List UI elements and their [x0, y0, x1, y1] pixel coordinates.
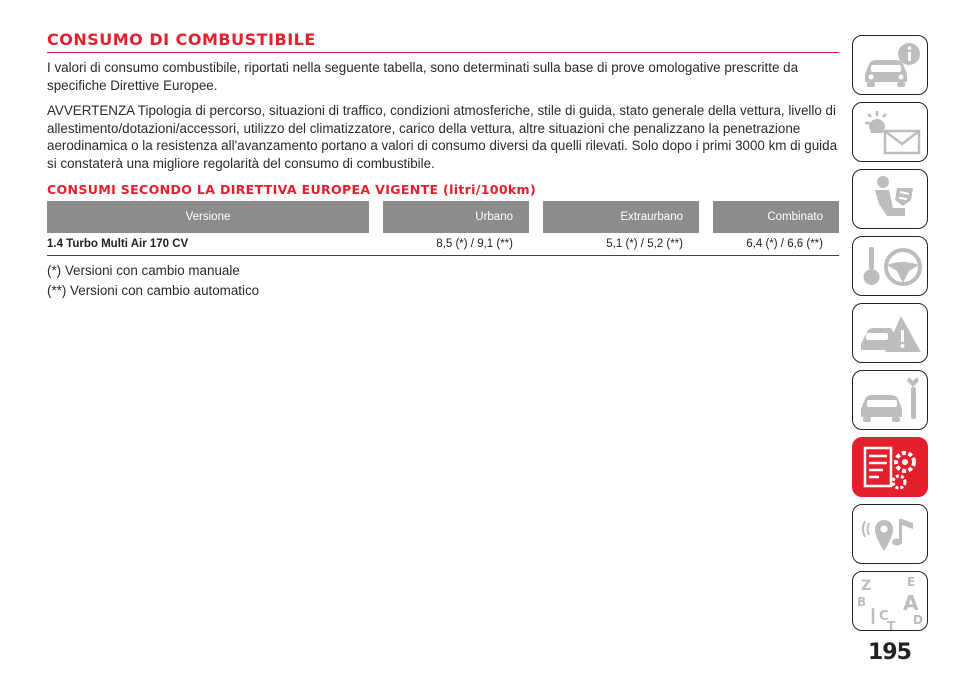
page-number: 195 [868, 640, 911, 665]
consumption-table [47, 201, 839, 256]
tab-index[interactable] [852, 571, 928, 631]
tab-car-info[interactable] [852, 35, 928, 95]
header-spacer [699, 201, 713, 233]
cell-spacer [699, 233, 713, 256]
tab-driving[interactable] [852, 236, 928, 296]
maintenance-icon [853, 371, 929, 431]
index-icon [853, 572, 929, 632]
index-letter-a: A [903, 591, 919, 615]
tab-technical-data[interactable] [852, 437, 928, 497]
dashboard-lights-icon [853, 103, 929, 163]
starting-driving-icon [853, 237, 929, 297]
cell-extraurbano: 5,1 (*) / 5,2 (**) [543, 233, 699, 256]
header-extraurbano: Extraurbano [543, 201, 699, 233]
main-content [47, 30, 839, 298]
cell-combinato: 6,4 (*) / 6,6 (**) [713, 233, 839, 256]
tab-dashboard[interactable] [852, 102, 928, 162]
warning-paragraph: AVVERTENZA Tipologia di percorso, situazioni di traffico, condizioni atmosferiche, stile di guida, stato generale della vettura, livello di allestimento/dotazioni/accessori, utilizzo del climatizzatore, carico della vettura, altre situazioni che penalizzano la penetrazione aerodinamica o la resistenza all'avanzamento portano a valori di consumo diversi da quelli rilevati. Solo dopo i primi 3000 km di guida si constaterà una migliore regolarità del consumo di combustibile. [47, 103, 838, 171]
multimedia-icon [853, 505, 929, 565]
emergency-icon [853, 304, 929, 364]
index-letter-e: E [907, 575, 916, 589]
table-header-row [47, 201, 839, 233]
tab-maintenance[interactable] [852, 370, 928, 430]
header-spacer [369, 201, 383, 233]
intro-paragraph: I valori di consumo combustibile, riportati nella seguente tabella, sono determinati sulla base di prove omologative prescritte da specifiche Direttive Europee. [47, 60, 799, 93]
tab-multimedia[interactable] [852, 504, 928, 564]
cell-spacer [529, 233, 543, 256]
cell-spacer [369, 233, 383, 256]
tab-safety[interactable] [852, 169, 928, 229]
note-automatic: (**) Versioni con cambio automatico [47, 283, 260, 298]
page-title: CONSUMO DI COMBUSTIBILE [47, 30, 839, 53]
seat-safety-icon [853, 170, 929, 230]
index-letter-b: B [857, 595, 867, 609]
index-letter-d: D [913, 613, 923, 627]
table-row [47, 233, 839, 256]
header-versione: Versione [47, 201, 369, 233]
technical-data-icon [853, 438, 929, 498]
header-spacer [529, 201, 543, 233]
index-letter-z: Z [861, 578, 872, 594]
tab-emergency[interactable] [852, 303, 928, 363]
cell-urbano: 8,5 (*) / 9,1 (**) [383, 233, 529, 256]
header-combinato: Combinato [713, 201, 839, 233]
index-letter-t: T [887, 619, 896, 632]
table-title: CONSUMI SECONDO LA DIRETTIVA EUROPEA VIGENTE (litri/100km) [47, 182, 537, 197]
car-info-icon [853, 36, 929, 96]
cell-model: 1.4 Turbo Multi Air 170 CV [47, 233, 369, 256]
index-letter-c: C [879, 609, 889, 624]
note-manual: (*) Versioni con cambio manuale [47, 263, 240, 278]
header-urbano: Urbano [383, 201, 529, 233]
